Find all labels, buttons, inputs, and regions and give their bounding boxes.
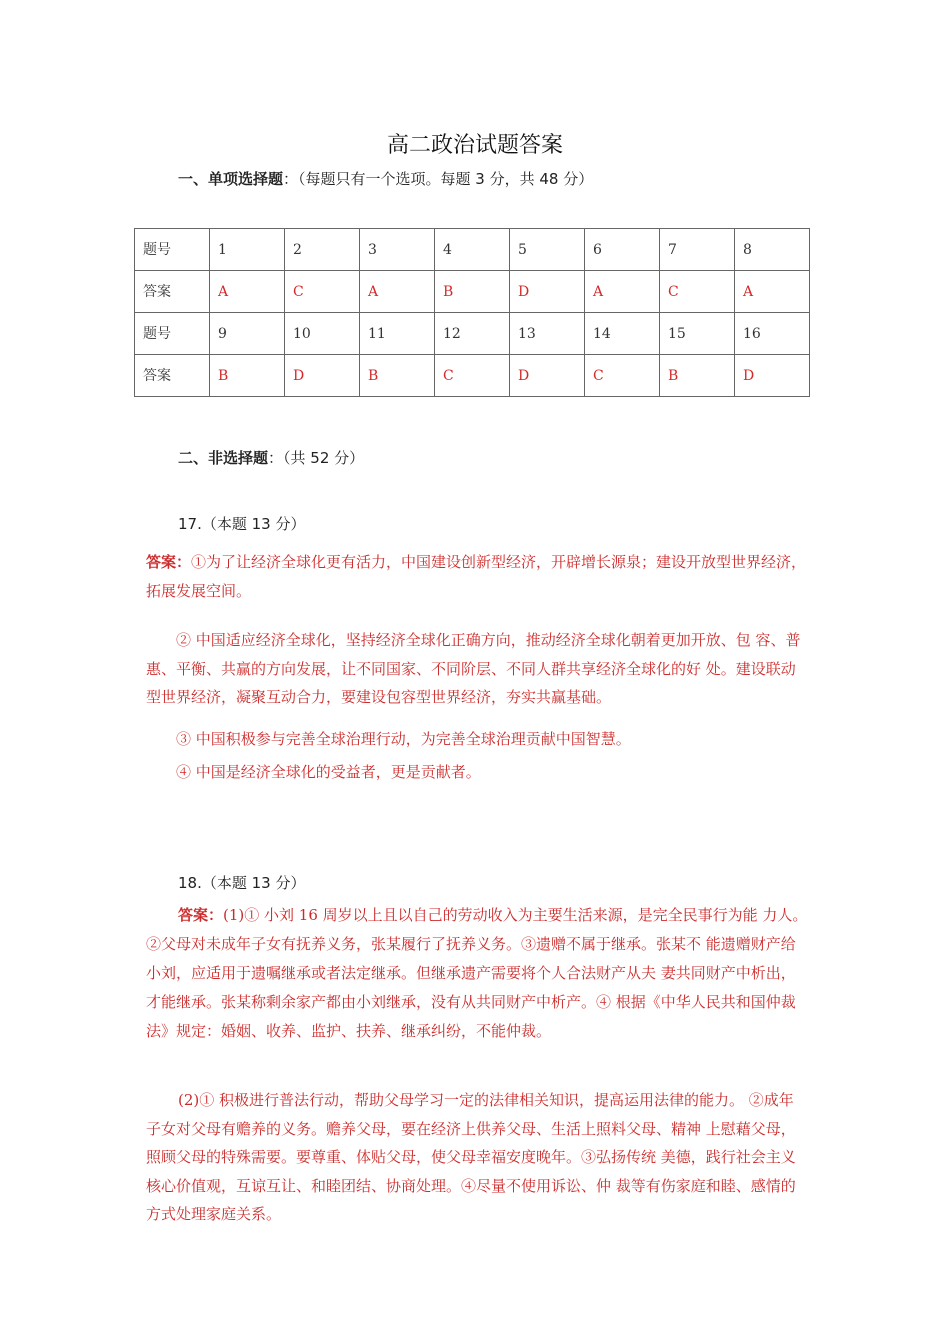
question-number: 9 [210,313,285,355]
q17-paragraph-3: ③ 中国积极参与完善全球治理行动，为完善全球治理贡献中国智慧。 [176,730,631,748]
answer-cell: A [210,271,285,313]
answer-cell: D [285,355,360,397]
answer-cell: A [585,271,660,313]
answer-cell: B [435,271,510,313]
answer-cell: C [660,271,735,313]
answer-cell: B [360,355,435,397]
q18-p1-text: (1)① 小刘 16 周岁以上且以自己的劳动收入为主要生活来源，是完全民事行为能 力人。②父母对未成年子女有抚养义务，张某履行了抚养义务。③遗赠不属于继承。张某不 能遗赠财产给小刘，应适用于遗嘱继承或者法定继承。但继承遗产需要将个人合法财产从夫 妻共同财产中析出，才能继承。张某称剩余家产都由小刘继承，没有从共同财产中析产。④ 根据《中华人民共和国仲裁法》规定：婚姻、收养、监护、扶养、继承纠纷，不能仲裁。 [146,906,808,1040]
answer-table [134,228,810,397]
question-number: 5 [510,229,585,271]
section-2-note: ：（共 52 分） [268,449,365,467]
question-number: 16 [735,313,810,355]
q18-paragraph-1 [146,901,808,1046]
question-number: 10 [285,313,360,355]
question-number: 3 [360,229,435,271]
section-1-label: 一、单项选择题 [178,170,284,188]
section-2-heading [178,447,364,468]
answer-cell: D [510,355,585,397]
question-number: 14 [585,313,660,355]
q18-paragraph-2: (2)① 积极进行普法行动，帮助父母学习一定的法律相关知识，提高运用法律的能力。 ②成年子女对父母有赡养的义务。赡养父母，要在经济上供养父母、生活上照料父母、精神 上慰藉父母，照顾父母的特殊需要。要尊重、体贴父母，使父母幸福安度晚年。③弘扬传统 美德，践行社会主义核心价值观，互谅互让、和睦团结、协商处理。④尽量不使用诉讼、仲 裁等有伤家庭和睦、感情的方式处理家庭关系。 [146,1091,796,1223]
table-row [135,229,810,271]
row-header-answer: 答案 [135,271,210,313]
table-row [135,313,810,355]
question-number: 2 [285,229,360,271]
answer-cell: A [360,271,435,313]
answer-cell: D [510,271,585,313]
q18-heading: 18.（本题 13 分） [178,874,306,892]
question-number: 6 [585,229,660,271]
q17-paragraph-1 [146,548,808,606]
question-number: 8 [735,229,810,271]
question-number: 15 [660,313,735,355]
question-number: 7 [660,229,735,271]
row-header-question: 题号 [135,229,210,271]
answer-label: 答案： [178,906,224,924]
question-number: 4 [435,229,510,271]
answer-cell: C [585,355,660,397]
answer-label: 答案： [146,553,192,571]
page-title: 高二政治试题答案 [386,133,563,158]
answer-cell: B [210,355,285,397]
q17-p1-text: ①为了让经济全球化更有活力，中国建设创新型经济，开辟增长源泉；建设开放型世界经济，拓展发展空间。 [146,553,807,600]
table-row [135,271,810,313]
answer-cell: A [735,271,810,313]
answer-cell: C [285,271,360,313]
row-header-answer: 答案 [135,355,210,397]
section-1-note: ：（每题只有一个选项。每题 3 分，共 48 分） [283,170,594,188]
answer-cell: C [435,355,510,397]
question-number: 1 [210,229,285,271]
answer-cell: D [735,355,810,397]
table-row [135,355,810,397]
question-number: 11 [360,313,435,355]
answer-cell: B [660,355,735,397]
question-number: 13 [510,313,585,355]
row-header-question: 题号 [135,313,210,355]
q17-paragraph-2: ② 中国适应经济全球化，坚持经济全球化正确方向，推动经济全球化朝着更加开放、包 容、普惠、平衡、共赢的方向发展，让不同国家、不同阶层、不同人群共享经济全球化的好 处。建设联动型世界经济，凝聚互动合力，要建设包容型世界经济，夯实共赢基础。 [146,631,801,706]
question-number: 12 [435,313,510,355]
section-2-label: 二、非选择题 [178,449,269,467]
section-1-heading [178,168,593,189]
q17-paragraph-4: ④ 中国是经济全球化的受益者，更是贡献者。 [176,763,481,781]
q17-heading: 17.（本题 13 分） [178,515,306,533]
